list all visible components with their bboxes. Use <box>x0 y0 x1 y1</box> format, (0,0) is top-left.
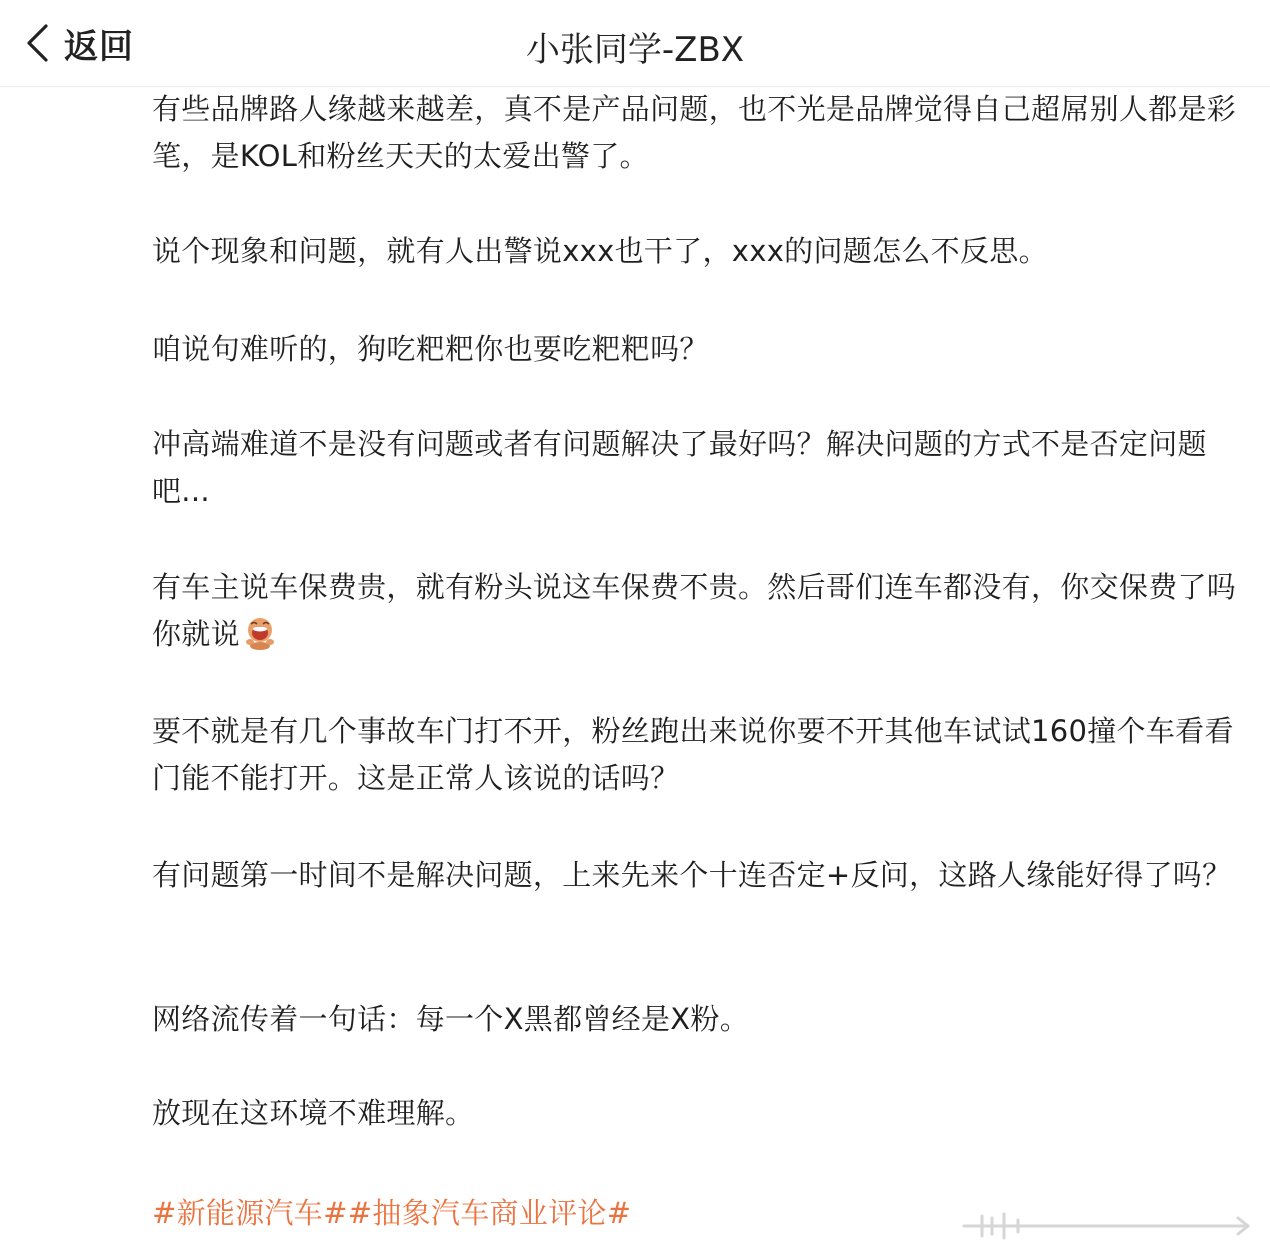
back-label: 返回 <box>64 26 134 67</box>
post-paragraph: 有些品牌路人缘越来越差，真不是产品问题，也不光是品牌觉得自己超屌别人都是彩笔，是KOL和粉丝天天的太爱出警了。 <box>152 92 1237 173</box>
post-paragraph: 冲高端难道不是没有问题或者有问题解决了最好吗？解决问题的方式不是否定问题吧... <box>152 427 1207 508</box>
post-paragraph: 说个现象和问题，就有人出警说xxx也干了，xxx的问题怎么不反思。 <box>152 234 1048 268</box>
post-paragraph: 放现在这环境不难理解。 <box>152 1096 475 1130</box>
post-paragraph: 有问题第一时间不是解决问题，上来先来个十连否定+反问，这路人缘能好得了吗？ <box>152 858 1232 892</box>
watermark-logo <box>958 1206 1258 1246</box>
post-paragraph-with-emoji <box>152 564 1242 658</box>
post-paragraph: 要不就是有几个事故车门打不开，粉丝跑出来说你要不开其他车试试160撞个车看看门能不能打开。这是正常人该说的话吗？ <box>152 714 1234 795</box>
post-paragraph: 咱说句难听的，狗吃粑粑你也要吃粑粑吗？ <box>152 332 709 366</box>
post-paragraph: 网络流传着一句话：每一个X黑都曾经是X粉。 <box>152 1002 750 1036</box>
hashtag-link[interactable]: #新能源汽车# <box>152 1196 348 1230</box>
top-nav-bar <box>0 0 1270 87</box>
hashtag-link[interactable]: #抽象汽车商业评论# <box>347 1196 632 1230</box>
post-paragraph-text: 有车主说车保费贵，就有粉头说这车保费不贵。然后哥们连车都没有，你交保费了吗你就说 <box>152 570 1237 651</box>
laughing-emoji-icon <box>242 615 278 651</box>
hashtag-row <box>152 1190 631 1237</box>
page-title: 小张同学-ZBX <box>525 30 745 70</box>
